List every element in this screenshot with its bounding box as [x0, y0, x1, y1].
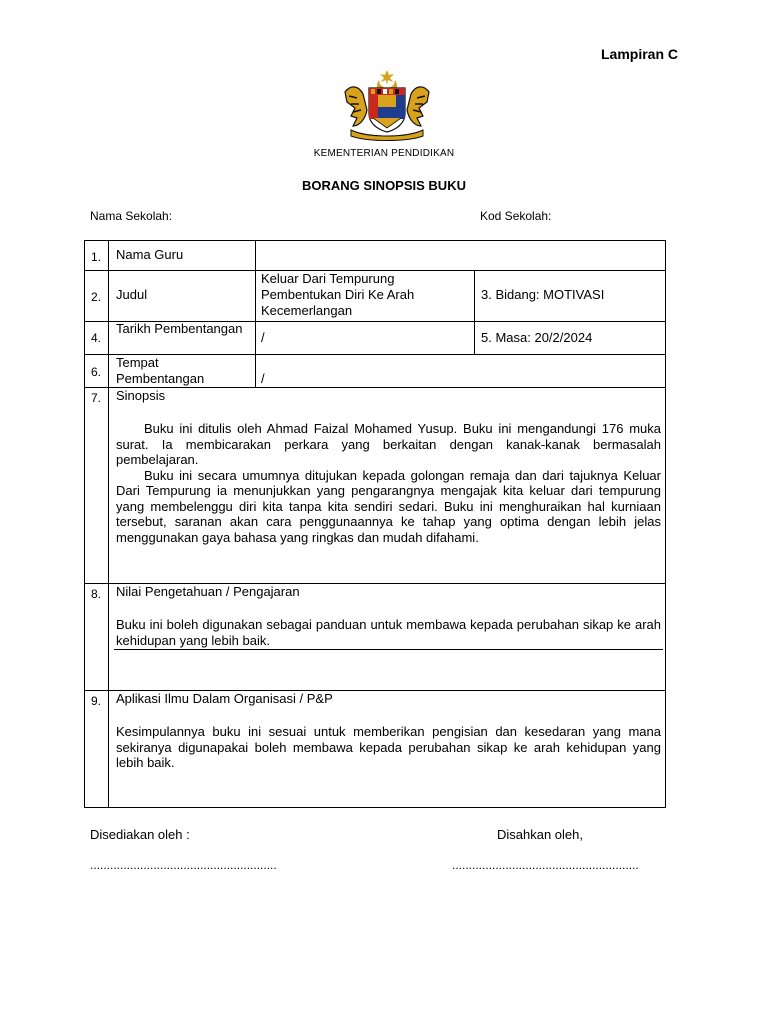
synopsis-form-table: [84, 240, 666, 808]
row-number: 4.: [91, 331, 102, 345]
presentation-date-value[interactable]: /: [261, 330, 265, 345]
presentation-place-value[interactable]: /: [261, 371, 265, 386]
signature-line-left: ........................................................: [90, 858, 277, 872]
book-title-value: Keluar Dari Tempurung Pembentukan Diri Ke Arah Kecemerlangan: [261, 271, 415, 318]
synopsis-label: Sinopsis: [116, 388, 166, 403]
synopsis-paragraph: Buku ini secara umumnya ditujukan kepada golongan remaja dan dari tajuknya Keluar Dari Tempurung ia menunjukkan yang pengarangnya mengajak kita keluar dari tempurung yang membelenggu diri kita tanpa kita sendiri sedari. Buku ini menghuraikan hal kurniaan tersebut, saranan akan cara penggunaannya ke tahap yang optima dengan lebih jelas menggunakan gaya bahasa yang ringkas dan mudah difahami.: [116, 467, 661, 545]
row-number: 6.: [91, 365, 102, 379]
approved-by-label: Disahkan oleh,: [497, 827, 583, 842]
prepared-by-label: Disediakan oleh :: [90, 827, 190, 842]
time-value: 5. Masa: 20/2/2024: [481, 330, 593, 345]
knowledge-value-text: Buku ini boleh digunakan sebagai panduan untuk membawa kepada perubahan sikap ke arah kehidupan yang lebih baik.: [116, 617, 661, 648]
row-number: 7.: [91, 391, 102, 405]
application-label: Aplikasi Ilmu Dalam Organisasi / P&P: [116, 691, 333, 706]
synopsis-paragraph: Buku ini ditulis oleh Ahmad Faizal Mohamed Yusup. Buku ini mengandungi 176 muka surat. Ia membicarakan perkara yang berkaitan dengan kanak-kanak bermasalah pembelajaran.: [116, 421, 661, 467]
col-divider: [474, 270, 475, 354]
row-number: 1.: [91, 250, 102, 264]
knowledge-value-label: Nilai Pengetahuan / Pengajaran: [116, 584, 300, 599]
synopsis-text: [116, 421, 661, 545]
appendix-label: Lampiran C: [600, 46, 678, 62]
row-number: 9.: [91, 694, 102, 708]
row-divider: [85, 387, 665, 388]
signature-line-right: ........................................................: [452, 858, 639, 872]
row-number: 2.: [91, 290, 102, 304]
application-text: Kesimpulannya buku ini sesuai untuk memberikan pengisian dan kesedaran yang mana sekiranya digunapakai boleh membawa kepada perubahan sikap ke arah kehidupan yang lebih baik.: [116, 724, 661, 770]
presentation-date-label: Tarikh Pembentangan: [116, 321, 243, 336]
title-label: Judul: [116, 287, 148, 302]
teacher-name-label: Nama Guru: [116, 247, 184, 262]
field-value: 3. Bidang: MOTIVASI: [481, 287, 605, 302]
form-title: BORANG SINOPSIS BUKU: [302, 178, 466, 193]
ministry-name: KEMENTERIAN PENDIDIKAN: [313, 148, 455, 159]
col-divider: [255, 241, 256, 387]
col-divider: [108, 241, 109, 807]
answer-underline: [114, 649, 663, 650]
presentation-place-label: Tempat Pembentangan: [116, 355, 205, 386]
malaysia-coat-of-arms-icon: [337, 70, 437, 142]
school-name-label: Nama Sekolah:: [90, 209, 173, 223]
row-number: 8.: [91, 587, 102, 601]
school-code-label: Kod Sekolah:: [480, 209, 552, 223]
